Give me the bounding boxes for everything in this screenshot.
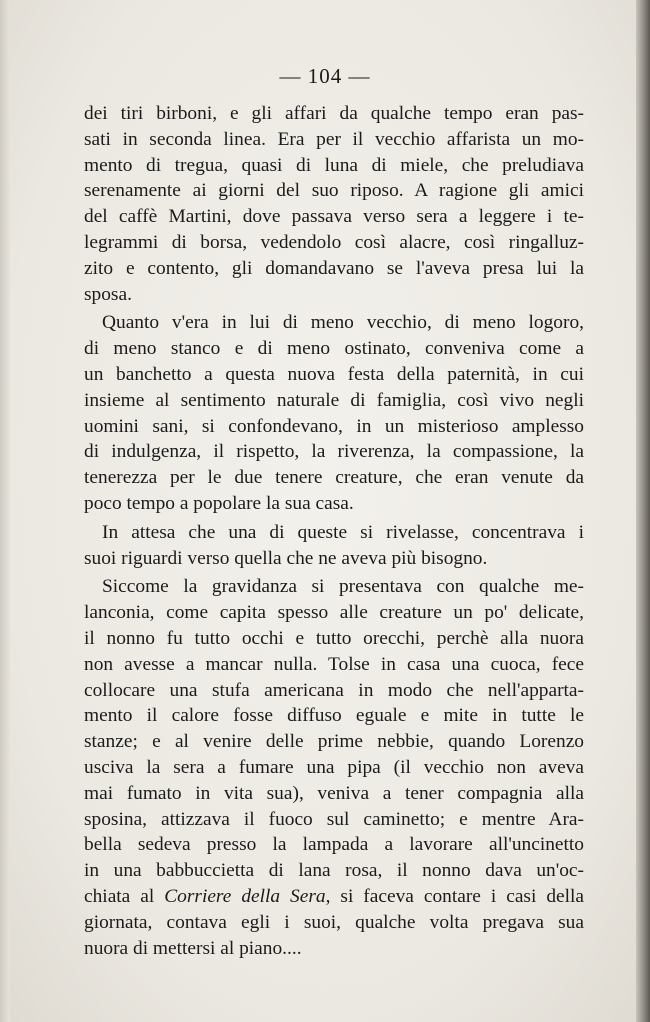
text-line: collocare una stufa americana in modo che nell'apparta- xyxy=(84,679,584,701)
text-line: sposa. xyxy=(84,283,132,305)
text-line: tenerezza per le due tenere creature, che eran venute da xyxy=(84,467,584,489)
text-line: bella sedeva presso la lampada a lavorare all'uncinetto xyxy=(84,834,584,856)
newspaper-title: Corriere della Sera xyxy=(164,885,326,907)
text-fragment: , si faceva contare i casi della xyxy=(325,885,584,907)
text-line: nuora di mettersi al piano.... xyxy=(84,937,302,959)
text-line: usciva la sera a fumare una pipa (il vecchio non aveva xyxy=(84,756,584,778)
text-line: mento di tregua, quasi di luna di miele, che preludiava xyxy=(84,154,584,176)
text-line: di meno stanco e di meno ostinato, conveniva come a xyxy=(84,338,584,360)
text-line: un banchetto a questa nuova festa della paternità, in cui xyxy=(84,363,584,385)
text-line: stanze; e al venire delle prime nebbie, quando Lorenzo xyxy=(84,731,584,753)
text-line: mento il calore fosse diffuso eguale e mite in tutte le xyxy=(84,705,584,727)
text-line: insieme al sentimento naturale di famiglia, così vivo negli xyxy=(84,389,584,411)
page-number: — 104 — xyxy=(279,64,371,88)
text-line: suoi riguardi verso quella che ne aveva più bisogno. xyxy=(84,547,488,569)
text-line: serenamente ai giorni del suo riposo. A ragione gli amici xyxy=(84,180,584,202)
text-line: giornata, contava egli i suoi, qualche volta pregava sua xyxy=(84,911,584,933)
text-line: uomini sani, si confondevano, in un misterioso amplesso xyxy=(84,415,584,437)
text-line: Quanto v'era in lui di meno vecchio, di meno logoro, xyxy=(102,312,584,334)
text-fragment: chiata al xyxy=(84,885,165,907)
text-line: sati in seconda linea. Era per il vecchio affarista un mo- xyxy=(84,128,584,150)
page-left-edge xyxy=(0,0,10,1022)
text-line: In attesa che una di queste si rivelasse, concentrava i xyxy=(102,521,584,543)
text-line: Siccome la gravidanza si presentava con qualche me- xyxy=(102,576,584,598)
text-line: dei tiri birboni, e gli affari da qualche tempo eran pas- xyxy=(84,103,584,124)
page-right-edge xyxy=(636,0,650,1022)
text-line: sposina, attizzava il fuoco sul caminetto; e mentre Ara- xyxy=(84,808,584,830)
text-line: lanconia, come capita spesso alle creature un po' delicate, xyxy=(84,602,584,624)
text-line: il nonno fu tutto occhi e tutto orecchi, perchè alla nuora xyxy=(84,627,584,649)
text-line-with-title xyxy=(84,884,584,910)
text-line: non avesse a mancar nulla. Tolse in casa una cuoca, fece xyxy=(84,653,584,675)
text-line: zito e contento, gli domandavano se l'aveva presa lui la xyxy=(84,257,584,279)
text-line: poco tempo a popolare la sua casa. xyxy=(84,492,354,514)
text-line: del caffè Martini, dove passava verso sera a leggere i te- xyxy=(84,206,584,228)
text-line: di indulgenza, il rispetto, la riverenza, la compassione, la xyxy=(84,441,584,463)
text-line: legrammi di borsa, vedendolo così alacre, così ringalluz- xyxy=(84,231,584,253)
body-text xyxy=(84,101,584,961)
text-line: in una babbuccietta di lana rosa, il nonno dava un'oc- xyxy=(84,860,584,882)
text-line: mai fumato in vita sua), veniva a tener compagnia alla xyxy=(84,782,584,804)
